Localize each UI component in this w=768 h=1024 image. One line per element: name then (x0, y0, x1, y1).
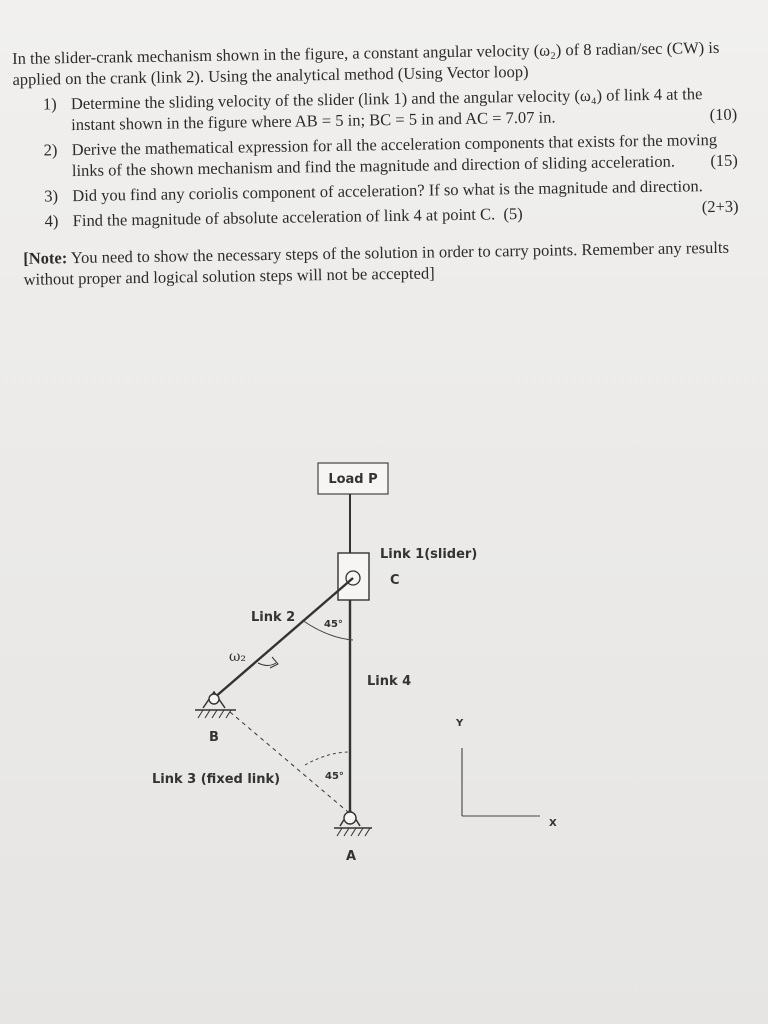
x-axis-label: X (549, 818, 557, 829)
point-c-label: C (390, 573, 400, 588)
question-item (13, 129, 744, 182)
note-text: You need to show the necessary steps of the solution in order to carry points. Remember any results without proper and logical solution steps will not be accepted] (23, 237, 730, 289)
load-label: Load P (328, 472, 378, 487)
omega2-arrow (258, 663, 276, 666)
pivot-a (334, 810, 372, 836)
point-a-label: A (346, 849, 357, 864)
question-number: 2) (43, 140, 58, 160)
omega2-label: ω₂ (229, 649, 247, 665)
y-axis-label: Y (456, 718, 464, 729)
link2-line (214, 578, 353, 698)
question-points: (5) (503, 204, 523, 224)
angle-arc-bottom (305, 752, 350, 765)
question-points: (15) (710, 150, 738, 171)
link3-dashed-line (230, 712, 348, 812)
angle-bottom-label: 45° (325, 771, 344, 782)
question-number: 4) (44, 211, 59, 231)
question-text: Derive the mathematical expression for all the acceleration components that exists for the moving links of the shown mechanism and find the magnitude and direction of sliding acceleration. (71, 129, 718, 181)
slider-label: Link 1(slider) (380, 547, 478, 562)
question-text: Did you find any coriolis component of acceleration? If so what is the magnitude and direction. (72, 176, 703, 206)
question-number: 3) (44, 186, 59, 206)
pivot-b (195, 692, 236, 718)
link4-label: Link 4 (367, 674, 412, 689)
question-number: 1) (42, 94, 57, 114)
question-text: Find the magnitude of absolute acceleration of link 4 at point C. (72, 204, 496, 231)
question-list (13, 83, 745, 232)
question-points: (10) (709, 104, 738, 125)
link2-label: Link 2 (251, 610, 296, 625)
angle-top-label: 45° (324, 619, 343, 630)
link3-label: Link 3 (fixed link) (152, 772, 281, 787)
question-text: Determine the sliding velocity of the slider (link 1) and the angular velocity (ω₄) of link 4 at the instant shown in the figure where AB = 5 in; BC = 5 in and AC = 7.07 in. (70, 84, 703, 135)
mechanism-diagram (0, 440, 768, 900)
problem-text (12, 37, 746, 307)
question-points: (2+3) (701, 196, 739, 217)
omega2-arrowhead (270, 657, 278, 668)
note (15, 237, 739, 290)
note-label: [Note: (23, 248, 68, 268)
problem-intro: In the slider-crank mechanism shown in the figure, a constant angular velocity (ω₂) of 8 radian/sec (CW) is applied on the crank (link 2). Using the analytical method (Using Vector loop) (12, 37, 720, 89)
point-b-label: B (209, 730, 219, 745)
question-item (13, 83, 744, 136)
